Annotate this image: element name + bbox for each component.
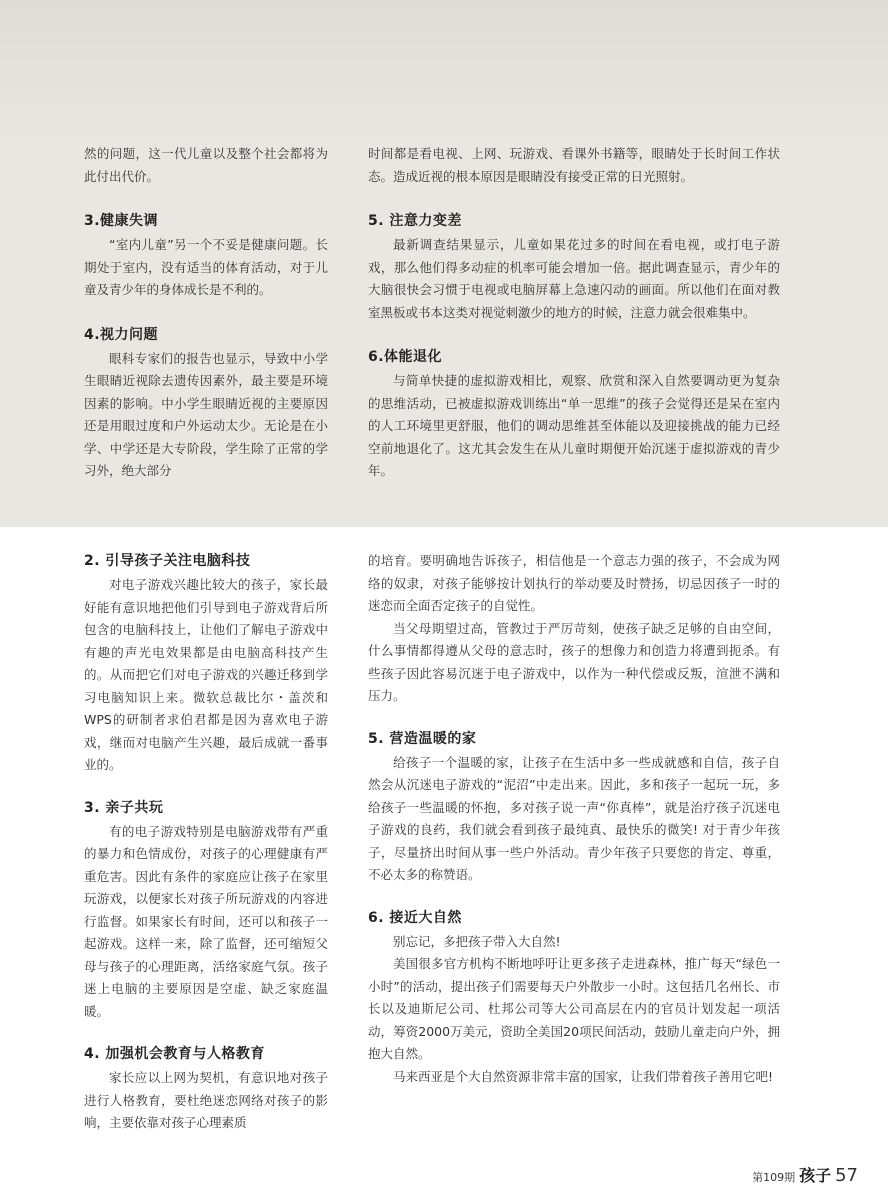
section-heading-health: 3.健康失调 [84, 213, 159, 229]
section-text-warm-home: 给孩子一个温暖的家，让孩子在生活中多一些成就感和自信，孩子自然会从沉迷电子游戏的“泥沼”中走出来。因此，多和孩子一起玩一玩，多给孩子一些温暖的怀抱，多对孩子说一声“你真棒”，就是治疗孩子沉迷电子游戏的良药，我们就会看到孩子最纯真、最快乐的微笑! 对于青少年孩子，尽量挤出时间从事一些户外活动。青少年孩子只要您的肯定、尊重，不必太多的称赞语。 [368, 754, 780, 882]
bottom-right-column [368, 550, 780, 1088]
page-footer [752, 1163, 858, 1186]
section-text-nature-2: 美国很多官方机构不断地呼吁让更多孩子走进森林，推广每天“绿色一小时”的活动，提出孩子们需要每天户外散步一小时。这包括几名州长、市长以及迪斯尼公司、杜邦公司等大公司高层在内的官员计划发起一项活动，筹资2000万美元，资助全美国20项民间活动，鼓励儿童走向户外，拥抱大自然。 [368, 956, 780, 1061]
section-text-nature-3: 马来西亚是个大自然资源非常丰富的国家，让我们带着孩子善用它吧! [393, 1068, 774, 1084]
issue-number: 第109期 [752, 1171, 796, 1184]
section-text-play-together: 有的电子游戏特别是电脑游戏带有严重的暴力和色情成份，对孩子的心理健康有严重危害。因此有条件的家庭应让孩子在家里玩游戏，以便家长对孩子所玩游戏的内容进行监督。如果家长有时间，还可以和孩子一起游戏。这样一来，除了监督，还可缩短父母与孩子的心理距离，活络家庭气氛。孩子迷上电脑的主要原因是空虚、缺乏家庭温暖。 [84, 823, 328, 1019]
section-text-computer-tech: 对电子游戏兴趣比较大的孩子，家长最好能有意识地把他们引导到电子游戏背后所包含的电脑科技上，让他们了解电子游戏中有趣的声光电效果都是由电脑高科技产生的。从而把它们对电子游戏的兴趣迁移到学习电脑知识上来。微软总裁比尔・盖茨和WPS的研制者求伯君都是因为喜欢电子游戏，继而对电脑产生兴趣，最后成就一番事业的。 [84, 577, 328, 772]
section-heading-fitness: 6.体能退化 [368, 349, 443, 365]
section-text-attention: 最新调查结果显示，儿童如果花过多的时间在看电视，或打电子游戏，那么他们得多动症的机率可能会增加一倍。据此调查显示，青少年的大脑很快会习惯于电视或电脑屏幕上急速闪动的画面。所以他们在面对教室黑板或书本这类对视觉刺激少的地方的时候，注意力就会很难集中。 [368, 237, 780, 320]
bottom-left-column [84, 550, 328, 1135]
magazine-name: 孩子 [799, 1166, 832, 1185]
section-text-character-education: 家长应以上网为契机，有意识地对孩子进行人格教育，要杜绝迷恋网络对孩子的影响，主要依靠对孩子心理素质 [84, 1070, 328, 1130]
bottom-right-paragraph-2: 当父母期望过高，管教过于严厉苛刻，使孩子缺乏足够的自由空间，什么事情都得遵从父母的意志时，孩子的想像力和创造力将遭到扼杀。有些孩子因此容易沉迷于电子游戏中，以作为一种代偿或反叛，渲泄不满和压力。 [368, 620, 780, 703]
top-shadow-strip [0, 0, 888, 140]
section-text-nature-1: 别忘记，多把孩子带入大自然! [393, 933, 561, 949]
top-left-column [84, 143, 328, 483]
section-heading-character-education: 4. 加强机会教育与人格教育 [84, 1046, 265, 1062]
top-left-intro: 然的问题，这一代儿童以及整个社会都将为此付出代价。 [84, 146, 328, 184]
section-heading-computer-tech: 2. 引导孩子关注电脑科技 [84, 553, 251, 569]
page-number: 57 [835, 1165, 858, 1186]
section-text-vision: 眼科专家们的报告也显示，导致中小学生眼睛近视除去遗传因素外，最主要是环境因素的影响。中小学生眼睛近视的主要原因还是用眼过度和户外运动太少。无论是在小学、中学还是大专阶段，学生除了正常的学习外，绝大部分 [84, 350, 328, 478]
section-heading-play-together: 3. 亲子共玩 [84, 799, 164, 816]
top-right-column [368, 143, 780, 483]
section-heading-attention: 5. 注意力变差 [368, 213, 462, 229]
top-right-intro: 时间都是看电视、上网、玩游戏、看课外书籍等，眼睛处于长时间工作状态。造成近视的根本原因是眼睛没有接受正常的日光照射。 [368, 146, 780, 184]
section-heading-nature: 6. 接近大自然 [368, 909, 462, 926]
section-text-health: “室内儿童”另一个不妥是健康问题。长期处于室内，没有适当的体育活动，对于儿童及青少年的身体成长是不利的。 [84, 237, 328, 297]
bottom-right-intro: 的培育。要明确地告诉孩子，相信他是一个意志力强的孩子，不会成为网络的奴隶，对孩子能够按计划执行的举动要及时赞扬，切忌因孩子一时的迷恋而全面否定孩子的自觉性。 [368, 553, 780, 613]
section-heading-warm-home: 5. 营造温暖的家 [368, 730, 477, 747]
section-heading-vision: 4.视力问题 [84, 326, 159, 343]
section-text-fitness: 与简单快捷的虚拟游戏相比，观察、欣赏和深入自然要调动更为复杂的思维活动，已被虚拟游戏训练出“单一思维”的孩子会觉得还是呆在室内的人工环境里更舒服，他们的调动思维甚至体能以及迎接挑战的能力已经空前地退化了。这尤其会发生在从儿童时期便开始沉迷于虚拟游戏的青少年。 [368, 373, 780, 478]
